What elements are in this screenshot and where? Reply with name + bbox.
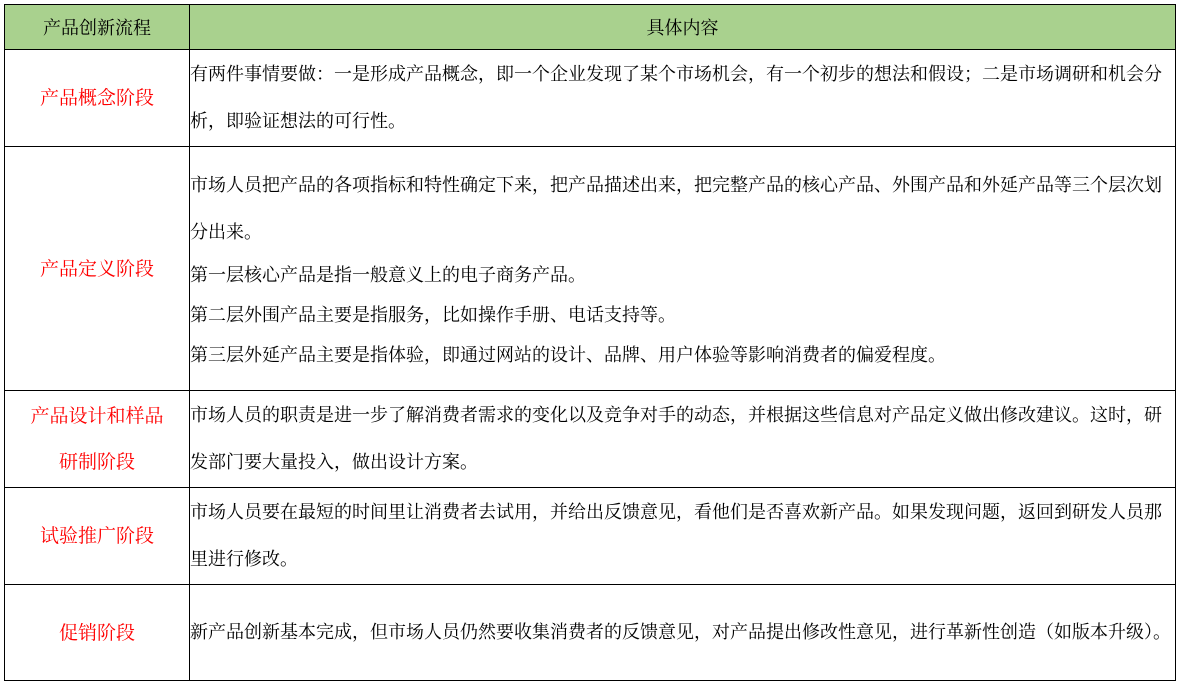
content-cell (190, 488, 1176, 585)
content-paragraph: 第一层核心产品是指一般意义上的电子商务产品。 (190, 264, 586, 286)
content-paragraph: 市场人员的职责是进一步了解消费者需求的变化以及竞争对手的动态，并根据这些信息对产品定义做出修改建议。这时，研发部门要大量投入，做出设计方案。 (190, 405, 1162, 473)
content-paragraph: 第二层外围产品主要是指服务，比如操作手册、电话支持等。 (190, 304, 676, 326)
stage-cell (5, 391, 190, 488)
table-row (5, 391, 1176, 488)
stage-label: 产品概念阶段 (39, 87, 154, 109)
content-cell (190, 147, 1176, 391)
table-row (5, 488, 1176, 585)
stage-label: 产品设计和样品 (30, 405, 164, 427)
content-paragraph: 市场人员要在最短的时间里让消费者去试用，并给出反馈意见，看他们是否喜欢新产品。如果发现问题，返回到研发人员那里进行修改。 (190, 502, 1162, 570)
content-paragraph: 新产品创新基本完成，但市场人员仍然要收集消费者的反馈意见，对产品提出修改性意见，进行革新性创造（如版本升级）。 (190, 622, 1171, 643)
stage-label: 产品定义阶段 (39, 257, 154, 280)
content-paragraph: 有两件事情要做：一是形成产品概念，即一个企业发现了某个市场机会，有一个初步的想法和假设；二是市场调研和机会分析，即验证想法的可行性。 (190, 64, 1162, 132)
product-innovation-table (4, 4, 1176, 681)
content-cell (190, 391, 1176, 488)
content-paragraph: 市场人员把产品的各项指标和特性确定下来，把产品描述出来，把完整产品的核心产品、外围产品和外延产品等三个层次划分出来。 (190, 174, 1162, 243)
header-content: 具体内容 (190, 5, 1176, 50)
stage-label: 研制阶段 (58, 451, 135, 473)
stage-cell (5, 147, 190, 391)
stage-cell (5, 585, 190, 681)
stage-cell (5, 488, 190, 585)
stage-cell (5, 50, 190, 147)
header-process: 产品创新流程 (5, 5, 190, 50)
content-cell (190, 585, 1176, 681)
table-row (5, 585, 1176, 681)
table-row (5, 147, 1176, 391)
content-paragraph: 第三层外延产品主要是指体验，即通过网站的设计、品牌、用户体验等影响消费者的偏爱程度。 (190, 344, 946, 366)
table-header-row (5, 5, 1176, 50)
table-row (5, 50, 1176, 147)
stage-label: 试验推广阶段 (39, 525, 154, 547)
content-cell (190, 50, 1176, 147)
stage-label: 促销阶段 (58, 621, 135, 644)
